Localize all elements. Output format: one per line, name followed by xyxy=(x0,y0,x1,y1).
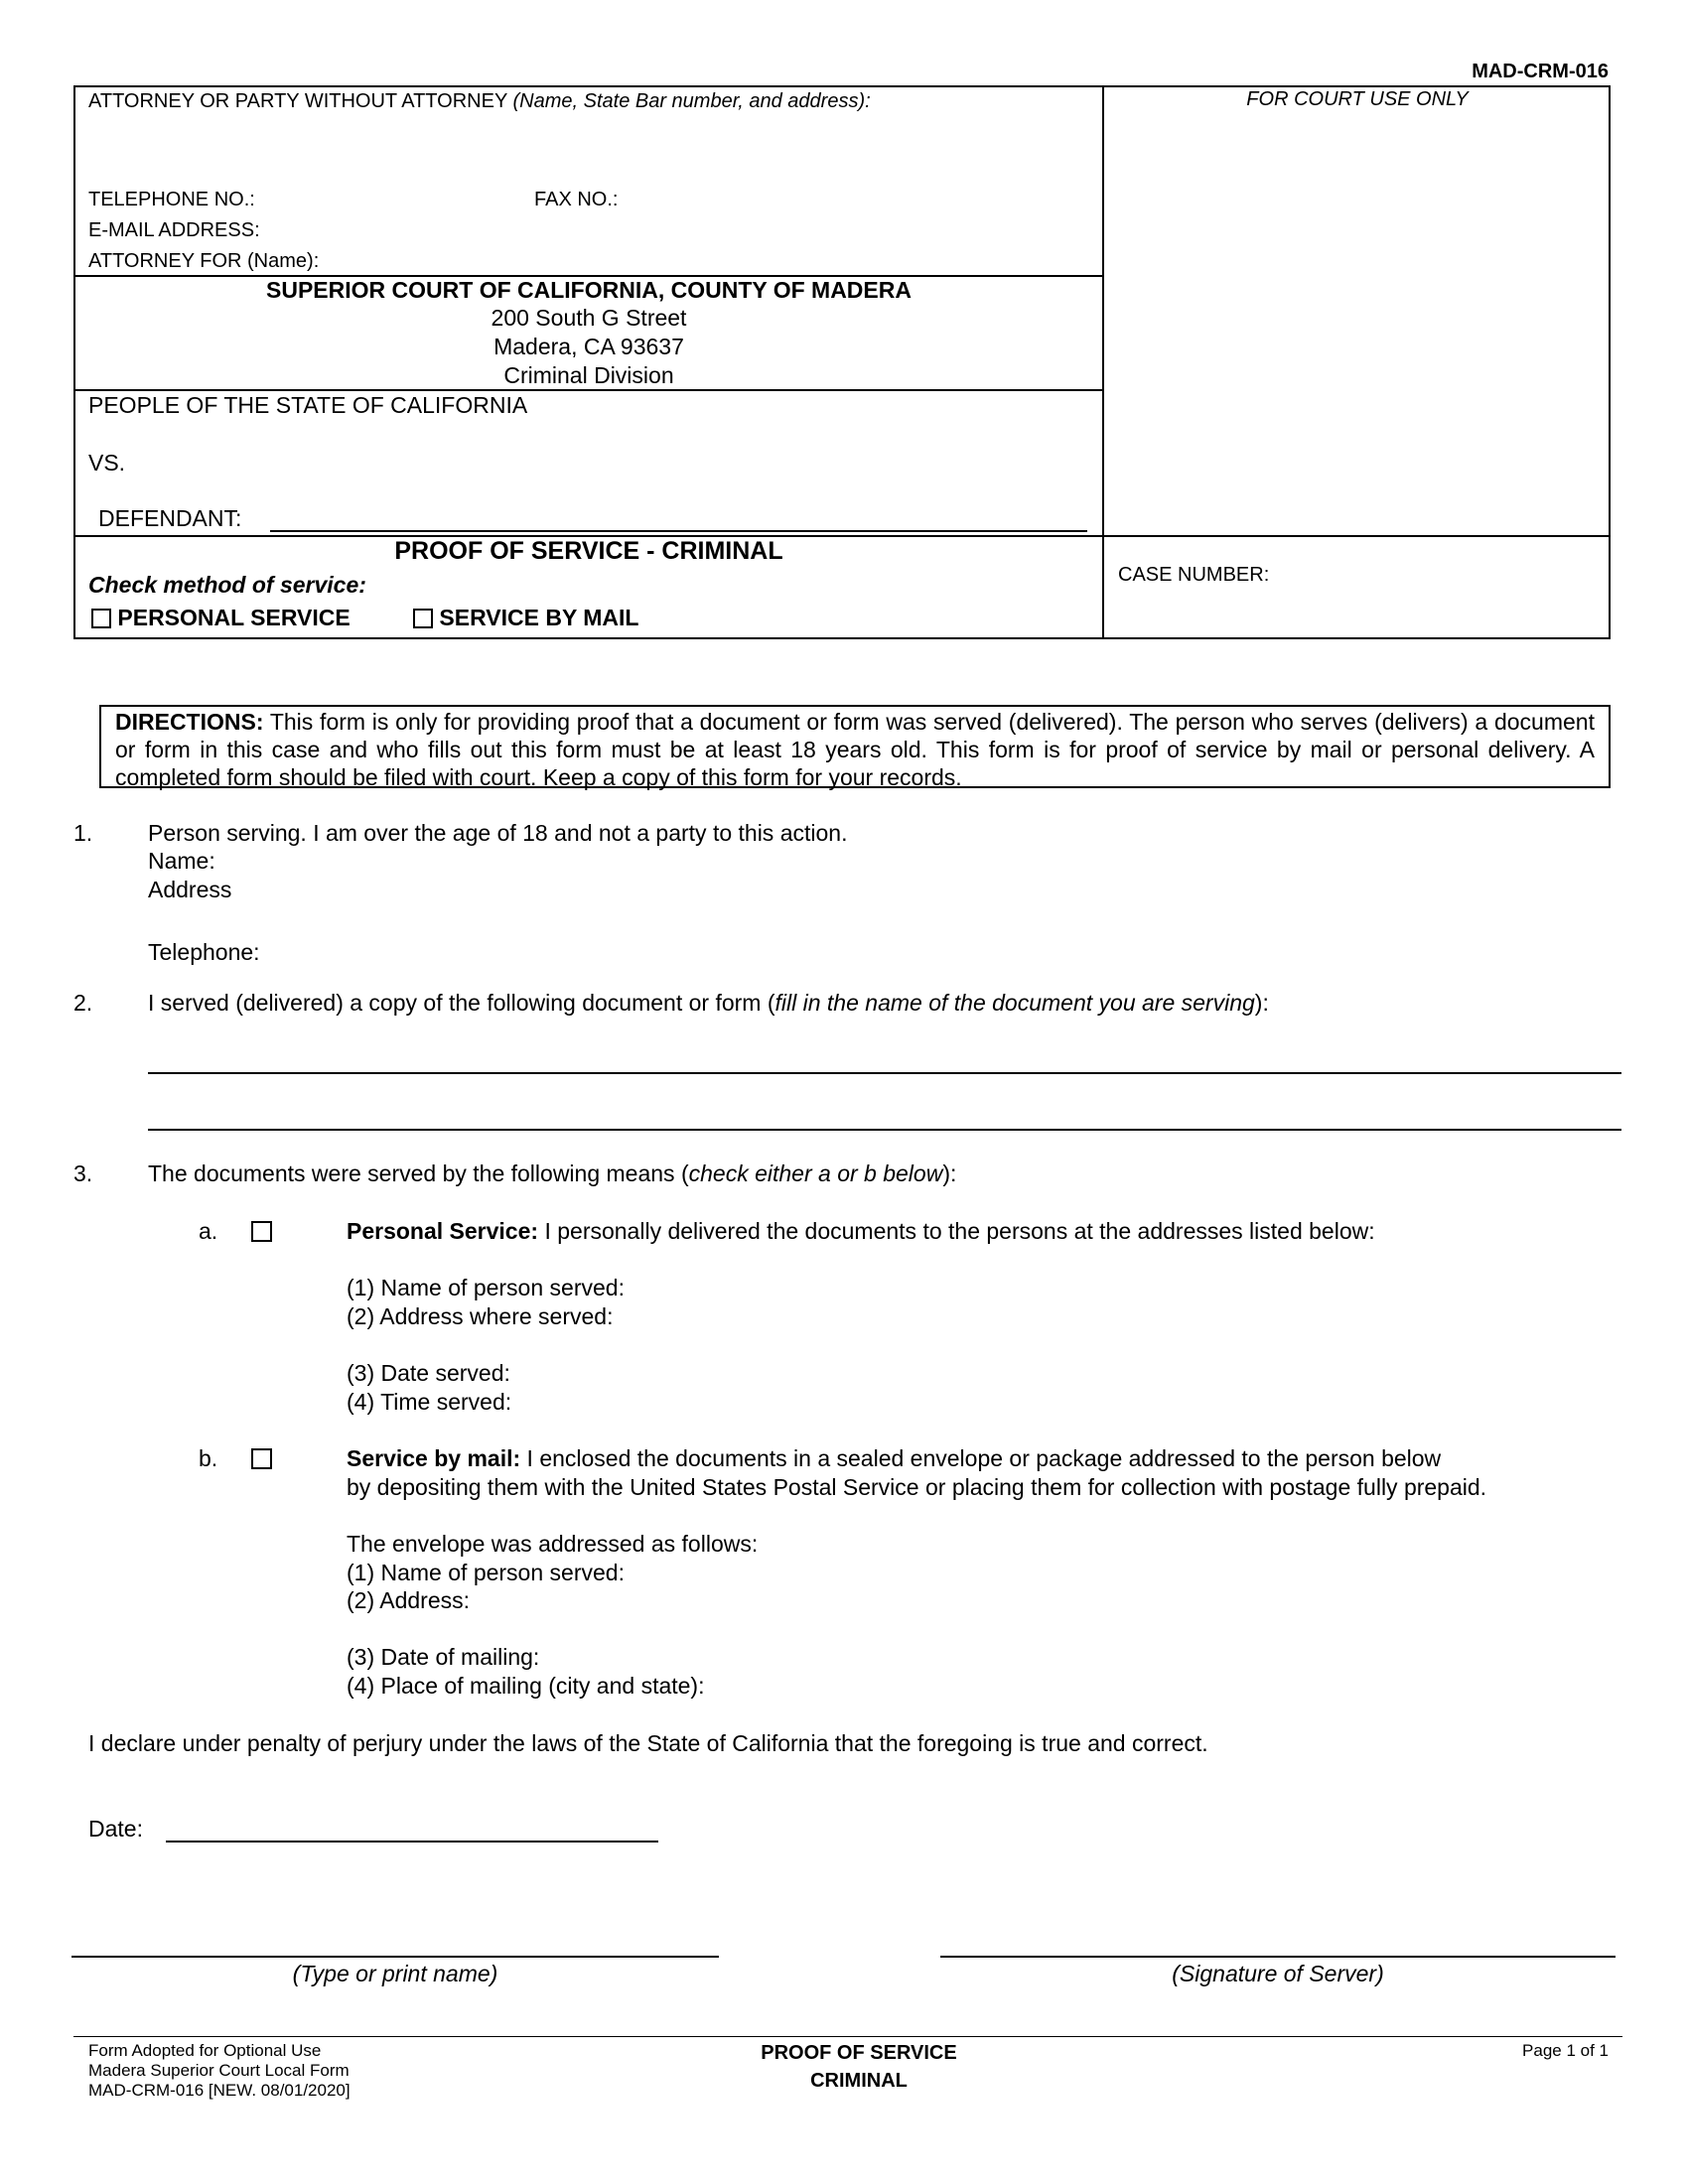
footer-page: Page 1 of 1 xyxy=(1522,2041,1609,2060)
signature-line[interactable] xyxy=(940,1956,1616,1958)
item1-name-label[interactable]: Name: xyxy=(148,848,215,874)
attorney-for-label[interactable]: ATTORNEY FOR (Name): xyxy=(88,250,320,272)
item3a-letter: a. xyxy=(199,1218,218,1244)
item3b-text-line2: by depositing them with the United States Postal Service or placing them for collection with postage fully prepaid. xyxy=(347,1474,1487,1500)
item3-number: 3. xyxy=(73,1160,93,1186)
footer-code: MAD-CRM-016 [NEW. 08/01/2020] xyxy=(88,2081,351,2100)
date-line[interactable] xyxy=(166,1841,658,1843)
item3a-text: Personal Service: I personally delivered the documents to the persons at the addresses listed below: xyxy=(347,1218,1375,1244)
form-code: MAD-CRM-016 xyxy=(1472,61,1609,82)
defendant-line[interactable] xyxy=(270,530,1087,532)
item1-address-label[interactable]: Address xyxy=(148,877,232,902)
item3b-field-address[interactable]: (2) Address: xyxy=(347,1587,470,1613)
plaintiff-name: PEOPLE OF THE STATE OF CALIFORNIA xyxy=(88,392,528,418)
item3a-field-time[interactable]: (4) Time served: xyxy=(347,1389,512,1415)
item3b-field-place[interactable]: (4) Place of mailing (city and state): xyxy=(347,1673,705,1699)
envelope-label: The envelope was addressed as follows: xyxy=(347,1531,759,1557)
telephone-label[interactable]: TELEPHONE NO.: xyxy=(88,189,255,210)
mail-service-option[interactable]: SERVICE BY MAIL xyxy=(413,604,638,631)
print-name-label: (Type or print name) xyxy=(292,1961,498,1986)
item1-telephone-label[interactable]: Telephone: xyxy=(148,939,260,965)
mail-service-checkbox[interactable] xyxy=(413,609,433,628)
item1-text: Person serving. I am over the age of 18 and not a party to this action. xyxy=(148,820,848,846)
item2-text: I served (delivered) a copy of the following document or form (fill in the name of the document you are serving): xyxy=(148,990,1269,1016)
item2-number: 2. xyxy=(73,990,93,1016)
court-name: SUPERIOR COURT OF CALIFORNIA, COUNTY OF MADERA xyxy=(266,277,912,303)
defendant-label: DEFENDANT: xyxy=(98,505,242,531)
signature-label: (Signature of Server) xyxy=(1172,1961,1384,1986)
item1-number: 1. xyxy=(73,820,93,846)
caption-divider xyxy=(1102,85,1104,639)
court-street: 200 South G Street xyxy=(491,305,687,331)
document-name-line-1[interactable] xyxy=(148,1072,1621,1074)
item3a-field-address[interactable]: (2) Address where served: xyxy=(347,1303,614,1329)
footer-adopted: Form Adopted for Optional Use xyxy=(88,2041,322,2060)
footer-rule xyxy=(73,2036,1622,2037)
item3b-field-date[interactable]: (3) Date of mailing: xyxy=(347,1644,540,1670)
directions-box: DIRECTIONS: This form is only for providing proof that a document or form was served (delivered). The person who serves (delivers) a document or form in this case and who fills out this form must be at least 18 years old. This form is for proof of service by mail or personal delivery. A completed form should be filed with court. Keep a copy of this form for your records. xyxy=(99,705,1611,788)
item3b-text-line1: Service by mail: I enclosed the documents in a sealed envelope or package addressed to the person below xyxy=(347,1445,1442,1471)
personal-service-3a-checkbox[interactable] xyxy=(251,1221,272,1242)
item3b-field-name[interactable]: (1) Name of person served: xyxy=(347,1560,625,1585)
item3a-field-date[interactable]: (3) Date served: xyxy=(347,1360,510,1386)
service-by-mail-3b-checkbox[interactable] xyxy=(251,1448,272,1469)
footer-title-line2: CRIMINAL xyxy=(810,2070,908,2092)
personal-service-checkbox[interactable] xyxy=(91,609,111,628)
declaration-text: I declare under penalty of perjury under the laws of the State of California that the foregoing is true and correct. xyxy=(88,1730,1208,1756)
check-method-label: Check method of service: xyxy=(88,572,366,598)
item3-text: The documents were served by the following means (check either a or b below): xyxy=(148,1160,957,1186)
court-city: Madera, CA 93637 xyxy=(493,334,684,359)
date-label: Date: xyxy=(88,1816,143,1842)
email-label[interactable]: E-MAIL ADDRESS: xyxy=(88,219,260,241)
vs-label: VS. xyxy=(88,450,126,476)
attorney-label: ATTORNEY OR PARTY WITHOUT ATTORNEY (Name, State Bar number, and address): xyxy=(88,90,871,112)
footer-title-line1: PROOF OF SERVICE xyxy=(761,2042,957,2064)
court-division: Criminal Division xyxy=(503,362,674,388)
fax-label[interactable]: FAX NO.: xyxy=(534,189,619,210)
item3b-letter: b. xyxy=(199,1445,218,1471)
item3a-field-name[interactable]: (1) Name of person served: xyxy=(347,1275,625,1300)
form-title: PROOF OF SERVICE - CRIMINAL xyxy=(394,537,783,565)
footer-local-form: Madera Superior Court Local Form xyxy=(88,2061,350,2080)
personal-service-option[interactable]: PERSONAL SERVICE xyxy=(91,604,351,631)
print-name-line[interactable] xyxy=(71,1956,719,1958)
document-name-line-2[interactable] xyxy=(148,1129,1621,1131)
court-use-label: FOR COURT USE ONLY xyxy=(1246,88,1469,110)
case-number-label[interactable]: CASE NUMBER: xyxy=(1118,564,1270,586)
